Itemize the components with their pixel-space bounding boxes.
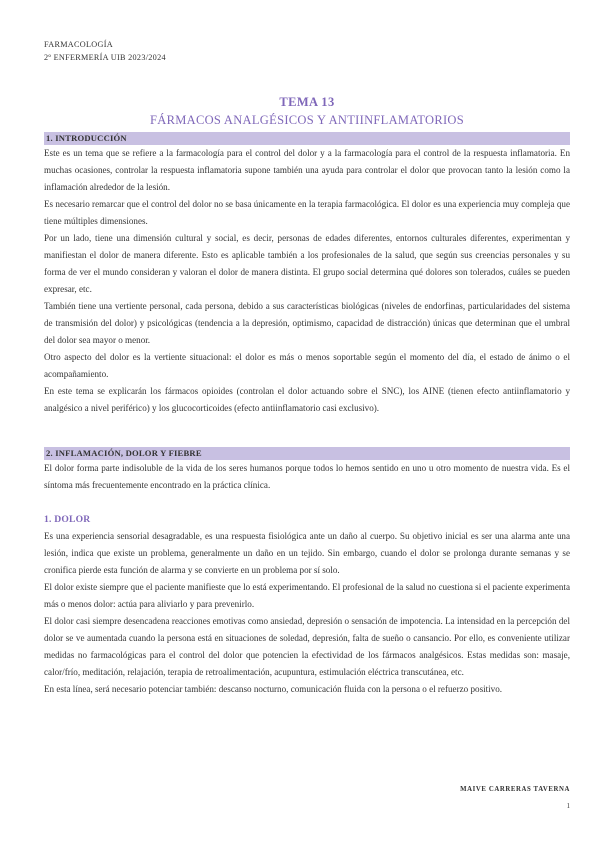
paragraph: Por un lado, tiene una dimensión cultural y social, es decir, personas de edades diferentes, entornos culturales diferentes, experimentan y manifiestan el dolor de manera diferente. Esto es aplicable también a los profesionales de la salud, que según sus creencias personales y su forma de ver el mundo consideran y valoran el dolor de manera distinta. El grupo social determina qué dolores son tolerados, cuáles se pueden expresar, etc. (44, 233, 570, 294)
subsection-heading-dolor: 1. DOLOR (44, 514, 91, 525)
tema-title: TEMA 13 (279, 95, 335, 109)
paragraph: También tiene una vertiente personal, cada persona, debido a sus características biológicas (niveles de endorfinas, particularidades del sistema de transmisión del dolor) y psicológicas (tendencia a la depresión, optimismo, capacidad de distracción) únicas que determinan que el umbral del dolor sea mayor o menor. (44, 301, 570, 345)
footer-author: MAIVE CARRERAS TAVERNA (460, 786, 570, 793)
document-subtitle: FÁRMACOS ANALGÉSICOS Y ANTIINFLAMATORIOS (149, 113, 464, 127)
paragraph: Otro aspecto del dolor es la vertiente situacional: el dolor es más o menos soportable según el momento del día, el estado de ánimo o el acompañamiento. (44, 352, 570, 379)
paragraph: Es una experiencia sensorial desagradable, es una respuesta fisiológica ante un daño al cuerpo. Su objetivo inicial es ser una alarma ante una lesión, indica que existe un problema, generalmente un daño en un tejido. Sin embargo, cuando el dolor se prolonga durante semanas y se cronifica pierde esta función de alarma y se convierte en un problema por sí solo. (44, 531, 570, 575)
page-number: 1 (566, 803, 570, 810)
section-heading-inflamacion: 2. INFLAMACIÓN, DOLOR Y FIEBRE (44, 447, 570, 460)
paragraph: El dolor existe siempre que el paciente manifieste que lo está experimentando. El profesional de la salud no cuestiona si el paciente experimenta más o menos dolor: actúa para aliviarlo y para prevenirlo. (44, 582, 570, 609)
paragraph: Es necesario remarcar que el control del dolor no se basa únicamente en la terapia farmacológica. El dolor es una experiencia muy compleja que tiene múltiples dimensiones. (44, 199, 570, 226)
header-subject: FARMACOLOGÍA (44, 40, 113, 49)
section-heading-introduccion: 1. INTRODUCCIÓN (44, 132, 570, 145)
header-course: 2º ENFERMERÍA UIB 2023/2024 (44, 53, 166, 62)
paragraph: El dolor forma parte indisoluble de la vida de los seres humanos porque todos lo hemos sentido en uno u otro momento de nuestra vida. Es el síntoma más frecuentemente encontrado en la práctica clínica. (44, 463, 570, 490)
page-header (44, 38, 166, 64)
document-body (44, 132, 570, 698)
paragraph: El dolor casi siempre desencadena reacciones emotivas como ansiedad, depresión o sensación de impotencia. La intensidad en la percepción del dolor se ve aumentada cuando la persona está en situaciones de soledad, depresión, falta de sueño o cansancio. Por ello, es conveniente utilizar medidas no farmacológicas para el control del dolor que potencien la efectividad de los fármacos analgésicos. Estas medidas son: masaje, calor/frío, meditación, relajación, terapia de retroalimentación, acupuntura, estimulación eléctrica transcutánea, etc. (44, 616, 570, 677)
paragraph: En esta línea, será necesario potenciar también: descanso nocturno, comunicación fluida con la persona o el refuerzo positivo. (44, 684, 503, 694)
title-block (44, 94, 570, 128)
paragraph: En este tema se explicarán los fármacos opioides (controlan el dolor actuando sobre el SNC), los AINE (tienen efecto antiinflamatorio y analgésico a nivel periférico) y los glucocorticoides (efecto antiinflamatorio casi exclusivo). (44, 386, 570, 413)
paragraph: Este es un tema que se refiere a la farmacología para el control del dolor y a la farmacología para el control de la respuesta inflamatoria. En muchas ocasiones, controlar la respuesta inflamatoria supone también una ayuda para controlar el dolor que provocan tanto la lesión como la inflamación alrededor de la lesión. (44, 148, 570, 192)
